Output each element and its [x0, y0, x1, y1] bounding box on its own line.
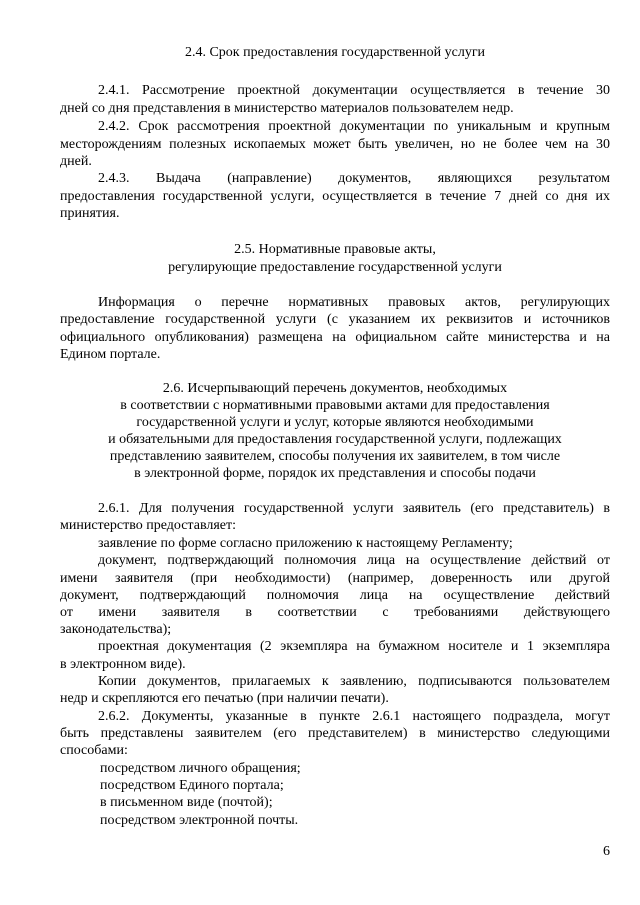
paragraph-copies-line: Копии документов, прилагаемых к заявлению, подписываются пользователем — [98, 674, 610, 689]
submission-method-item: посредством Единого портала; — [100, 778, 284, 793]
paragraph-2-4-1-line: 2.4.1. Рассмотрение проектной документации осуществляется в течение 30 — [98, 83, 610, 98]
paragraph-2-6-1-line: 2.6.1. Для получения государственной услуги заявитель (его представитель) в — [98, 501, 610, 516]
page-number: 6 — [603, 844, 610, 859]
paragraph-item-line: от имени заявителя в соответствии с требованиями действующего — [60, 605, 610, 620]
paragraph-2-4-2-line: дней. — [60, 154, 92, 169]
paragraph-2-4-3-line: 2.4.3. Выдача (направление) документов, являющихся результатом — [98, 171, 610, 186]
paragraph-2-4-2-line: 2.4.2. Срок рассмотрения проектной документации по уникальным и крупным — [98, 119, 610, 134]
paragraph-2-4-3-line: предоставления государственной услуги, осуществляется в течение 7 дней со дня их — [60, 189, 610, 204]
section-heading-2-6: в электронной форме, порядок их представления и способы подачи — [134, 466, 536, 481]
paragraph-2-6-2-line: способами: — [60, 743, 128, 758]
section-heading-2-4: 2.4. Срок предоставления государственной услуги — [184, 45, 486, 60]
section-heading-2-6: и обязательными для предоставления государственной услуги, подлежащих — [108, 432, 562, 447]
paragraph-2-4-1-line: дней со дня представления в министерство материалов пользователем недр. — [60, 101, 514, 116]
paragraph-2-6-1-line: министерство предоставляет: — [60, 518, 237, 533]
section-heading-2-5: регулирующие предоставление государственной услуги — [168, 260, 502, 275]
paragraph-item-line: документ, подтверждающий полномочия лица на осуществление действий от — [98, 553, 610, 568]
paragraph-2-6-2-line: быть представлены заявителем (его представителем) в министерство следующими — [60, 726, 610, 741]
submission-method-item: посредством электронной почты. — [100, 813, 299, 828]
paragraph-2-5-line: официального опубликования) размещена на официальном сайте министерства и на — [60, 330, 610, 345]
section-heading-2-6: в соответствии с нормативными правовыми актами для предоставления — [120, 398, 550, 413]
paragraph-2-6-2-line: 2.6.2. Документы, указанные в пункте 2.6.1 настоящего подраздела, могут — [98, 709, 610, 724]
paragraph-2-5-line: предоставление государственной услуги (с указанием их реквизитов и источников — [60, 312, 610, 327]
paragraph-item-line: проектная документация (2 экземпляра на бумажном носителе и 1 экземпляра — [98, 639, 610, 654]
section-heading-2-6: 2.6. Исчерпывающий перечень документов, необходимых — [162, 381, 508, 396]
paragraph-copies-line: недр и скрепляются его печатью (при наличии печати). — [60, 691, 389, 706]
paragraph-item-line: законодательства); — [60, 622, 172, 637]
paragraph-item-line: в электронном виде). — [60, 657, 186, 672]
submission-method-item: посредством личного обращения; — [100, 761, 301, 776]
section-heading-2-6: представлению заявителем, способы получения их заявителем, в том числе — [109, 449, 561, 464]
paragraph-item-line: имени заявителя (при необходимости) (например, доверенность или другой — [60, 571, 610, 586]
paragraph-2-4-2-line: месторождениям полезных ископаемых может быть увеличен, но не более чем на 30 — [60, 137, 610, 152]
paragraph-item-line: заявление по форме согласно приложению к настоящему Регламенту; — [98, 536, 513, 551]
section-heading-2-6: государственной услуги и услуг, которые являются необходимыми — [136, 415, 534, 430]
paragraph-2-5-line: Информация о перечне нормативных правовых актов, регулирующих — [98, 295, 610, 310]
submission-method-item: в письменном виде (почтой); — [100, 795, 273, 810]
section-heading-2-5: 2.5. Нормативные правовые акты, — [234, 242, 436, 257]
paragraph-2-4-3-line: принятия. — [60, 206, 120, 221]
paragraph-item-line: документ, подтверждающий полномочия лица на осуществление действий — [60, 588, 610, 603]
paragraph-2-5-line: Едином портале. — [60, 347, 161, 362]
